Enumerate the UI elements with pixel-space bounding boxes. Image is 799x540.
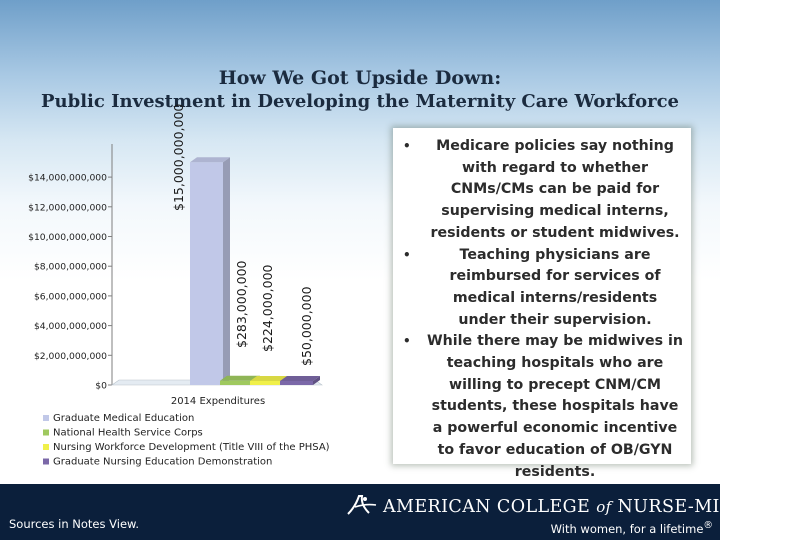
bar-front bbox=[280, 381, 313, 385]
y-tick-label: $4,000,000,000 bbox=[33, 321, 107, 333]
expenditure-chart bbox=[0, 100, 392, 480]
bar-front bbox=[190, 162, 223, 385]
legend-label: Graduate Nursing Education Demonstration bbox=[53, 456, 273, 468]
bullet-panel bbox=[393, 128, 691, 480]
y-tick-label: $12,000,000,000 bbox=[28, 202, 107, 214]
y-tick-label: $0 bbox=[95, 380, 107, 392]
bar-front bbox=[250, 381, 283, 385]
bar-top bbox=[280, 376, 320, 381]
bar bbox=[190, 157, 230, 385]
y-tick-label: $14,000,000,000 bbox=[28, 172, 107, 184]
logo-trademark: ® bbox=[703, 520, 713, 531]
bullet-symbol: • bbox=[403, 334, 411, 349]
acnm-mark-icon bbox=[345, 493, 379, 517]
bar-side bbox=[223, 157, 230, 385]
bar bbox=[280, 376, 320, 385]
bullet-symbol: • bbox=[403, 247, 411, 262]
title-line-2: Public Investment in Developing the Maternity Care Workforce bbox=[41, 91, 679, 112]
logo-tagline-text: With women, for a lifetime bbox=[550, 521, 704, 536]
logo-name-of: of bbox=[596, 498, 612, 516]
acnm-logo bbox=[345, 491, 799, 537]
bullet-symbol: • bbox=[403, 139, 411, 153]
legend-item bbox=[43, 457, 272, 468]
y-tick-label: $6,000,000,000 bbox=[33, 291, 107, 303]
y-tick-label: $10,000,000,000 bbox=[28, 232, 107, 243]
logo-name-part: AMERICAN COLLEGE bbox=[383, 497, 597, 517]
footer-bar bbox=[0, 484, 799, 540]
logo-name bbox=[383, 497, 799, 517]
legend-swatch bbox=[43, 459, 49, 465]
logo-tagline bbox=[551, 520, 713, 536]
legend-label: National Health Service Corps bbox=[53, 427, 203, 439]
y-tick-label: $8,000,000,000 bbox=[33, 261, 107, 273]
bullet-item bbox=[403, 136, 683, 245]
bullet-item bbox=[403, 245, 683, 332]
legend bbox=[43, 413, 330, 468]
bullet-item bbox=[403, 331, 683, 483]
bullet-text: Teaching physicians are reimbursed for services of medical interns/residents under their supervision. bbox=[449, 246, 661, 328]
data-label: $50,000,000 bbox=[299, 286, 314, 366]
legend-swatch bbox=[43, 430, 49, 436]
bullet-text: While there may be midwives in teaching hospitals who are willing to precept CNM/CM students, these hospitals have a powerful economic incentive to favor education of OB/GYN residents. bbox=[427, 333, 683, 480]
data-label: $15,000,000,000 bbox=[171, 103, 186, 211]
y-axis bbox=[28, 144, 112, 392]
sources-note: Sources in Notes View. bbox=[9, 517, 140, 531]
bar-group bbox=[112, 157, 322, 385]
legend-item bbox=[43, 413, 194, 424]
data-label: $224,000,000 bbox=[260, 264, 275, 352]
y-tick-label: $2,000,000,000 bbox=[33, 350, 107, 362]
bullet-text: Medicare policies say nothing with regard to whether CNMs/CMs can be paid for supervising medical interns, residents or student midwives. bbox=[430, 138, 680, 241]
bar-top bbox=[190, 157, 230, 162]
legend-item bbox=[43, 442, 330, 453]
logo-name-part: NURSE-MIDWIVES bbox=[611, 497, 799, 517]
data-label: $283,000,000 bbox=[234, 260, 249, 348]
legend-label: Graduate Medical Education bbox=[53, 413, 195, 424]
legend-swatch bbox=[43, 415, 49, 421]
legend-item bbox=[43, 428, 203, 439]
legend-label: Nursing Workforce Development (Title VIII of the PHSA) bbox=[53, 442, 330, 453]
x-axis-label: 2014 Expenditures bbox=[170, 396, 266, 407]
title-line-1: How We Got Upside Down: bbox=[218, 67, 502, 89]
legend-swatch bbox=[43, 444, 49, 450]
bar-front bbox=[220, 381, 253, 385]
